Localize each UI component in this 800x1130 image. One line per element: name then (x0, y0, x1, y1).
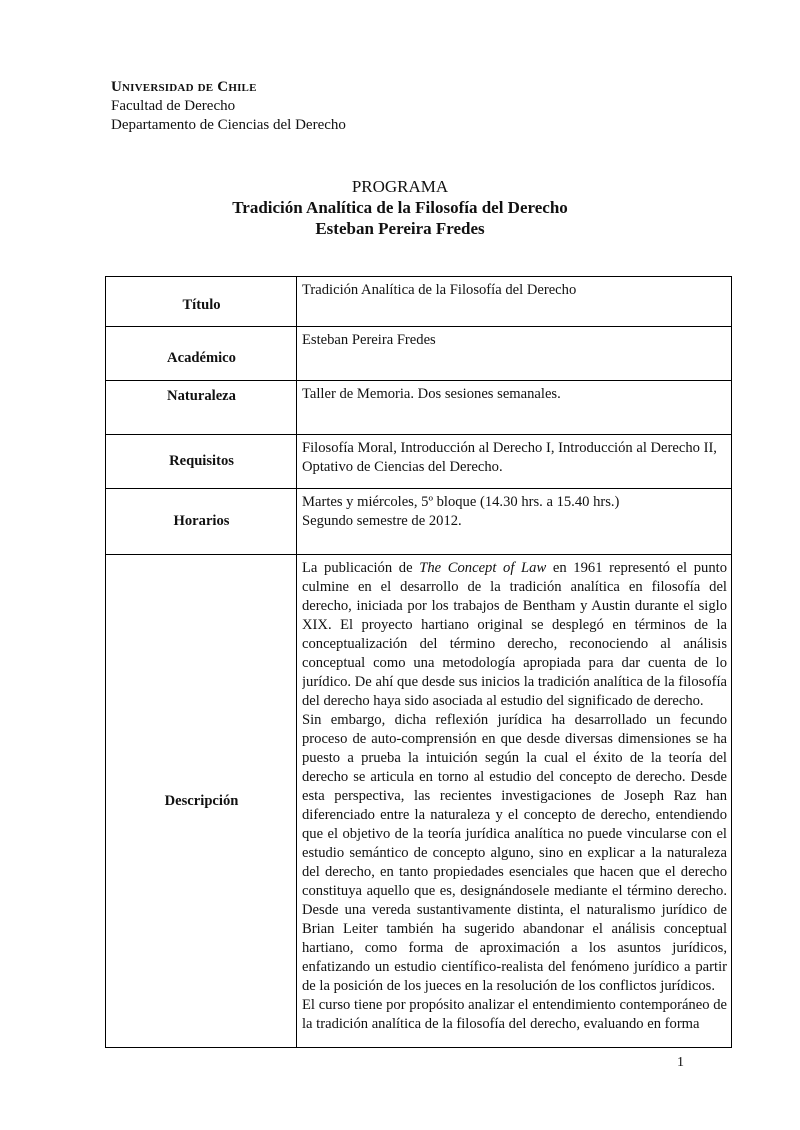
table-row-titulo (106, 277, 732, 327)
row-label-titulo: Título (106, 277, 297, 327)
horarios-line-2: Segundo semestre de 2012. (302, 513, 462, 529)
description-paragraph-1 (302, 559, 727, 711)
page-number: 1 (677, 1055, 684, 1070)
university-name: Universidad de Chile (111, 79, 257, 95)
row-value-naturaleza: Taller de Memoria. Dos sesiones semanales. (297, 381, 732, 435)
table-row-horarios (106, 489, 732, 555)
row-label-descripcion: Descripción (106, 555, 297, 1048)
row-value-horarios (297, 489, 732, 555)
description-paragraph-2: Sin embargo, dicha reflexión jurídica ha desarrollado un fecundo proceso de auto-comprensión en que desde diversas dimensiones se ha puesto a prueba la intuición según la cual el éxito de la teoría del derecho se articula en torno al estudio del concepto de derecho. Desde esta perspectiva, las recientes investigaciones de Joseph Raz han diferenciado entre la naturaleza y el concepto de derecho, entendiendo que el objetivo de la teoría jurídica analítica no puede vincularse con el estudio semántico de concepto alguno, sino en explicar a la naturaleza del derecho, en tanto propiedades esenciales que hacen que el derecho constituya aquello que es, designándosele mediante el término derecho. Desde una vereda sustantivamente distinta, el naturalismo jurídico de Brian Leiter también ha sugerido abandonar el análisis conceptual hartiano, como forma de aproximación a los asuntos jurídicos, enfatizando un estudio científico-realista del fenómeno jurídico a partir de la posición de los jueces en la resolución de los conflictos jurídicos. (302, 712, 727, 994)
program-table (105, 276, 732, 1048)
row-value-descripcion (297, 555, 732, 1048)
row-label-horarios: Horarios (106, 489, 297, 555)
description-paragraph-3: El curso tiene por propósito analizar el entendimiento contemporáneo de la tradición analítica de la filosofía del derecho, evaluando en forma (302, 997, 727, 1032)
program-heading: PROGRAMA (351, 177, 449, 196)
institution-header (111, 78, 346, 135)
teacher-name: Esteban Pereira Fredes (315, 219, 485, 238)
horarios-line-1: Martes y miércoles, 5º bloque (14.30 hrs. a 15.40 hrs.) (302, 494, 620, 510)
row-value-requisitos: Filosofía Moral, Introducción al Derecho I, Introducción al Derecho II, Optativo de Ciencias del Derecho. (297, 435, 732, 489)
description-p1-rest: en 1961 representó el punto culmine en el desarrollo de la tradición analítica en filosofía del derecho, iniciada por los trabajos de Bentham y Austin durante el siglo XIX. El proyecto hartiano original se desplegó en términos de la conceptualización del término derecho, reconociendo al análisis conceptual como una metodología apropiada para dar cuenta de lo jurídico. De ahí que desde sus inicios la tradición analítica de la filosofía del derecho haya sido asociada al estudio del significado de derecho. (302, 560, 727, 709)
faculty-name: Facultad de Derecho (111, 98, 236, 114)
document-titles (0, 176, 800, 239)
table-row-requisitos (106, 435, 732, 489)
row-label-requisitos: Requisitos (106, 435, 297, 489)
department-name: Departamento de Ciencias del Derecho (111, 117, 346, 133)
table-row-descripcion (106, 555, 732, 1048)
description-text (302, 559, 727, 1043)
row-value-titulo: Tradición Analítica de la Filosofía del Derecho (297, 277, 732, 327)
description-p1-start: La publicación de (302, 560, 420, 576)
row-label-naturaleza: Naturaleza (106, 381, 297, 435)
table-row-academico (106, 327, 732, 381)
course-title: Tradición Analítica de la Filosofía del Derecho (232, 198, 568, 217)
row-label-academico: Académico (106, 327, 297, 381)
row-value-academico: Esteban Pereira Fredes (297, 327, 732, 381)
table-row-naturaleza (106, 381, 732, 435)
book-title: The Concept of Law (419, 560, 547, 576)
